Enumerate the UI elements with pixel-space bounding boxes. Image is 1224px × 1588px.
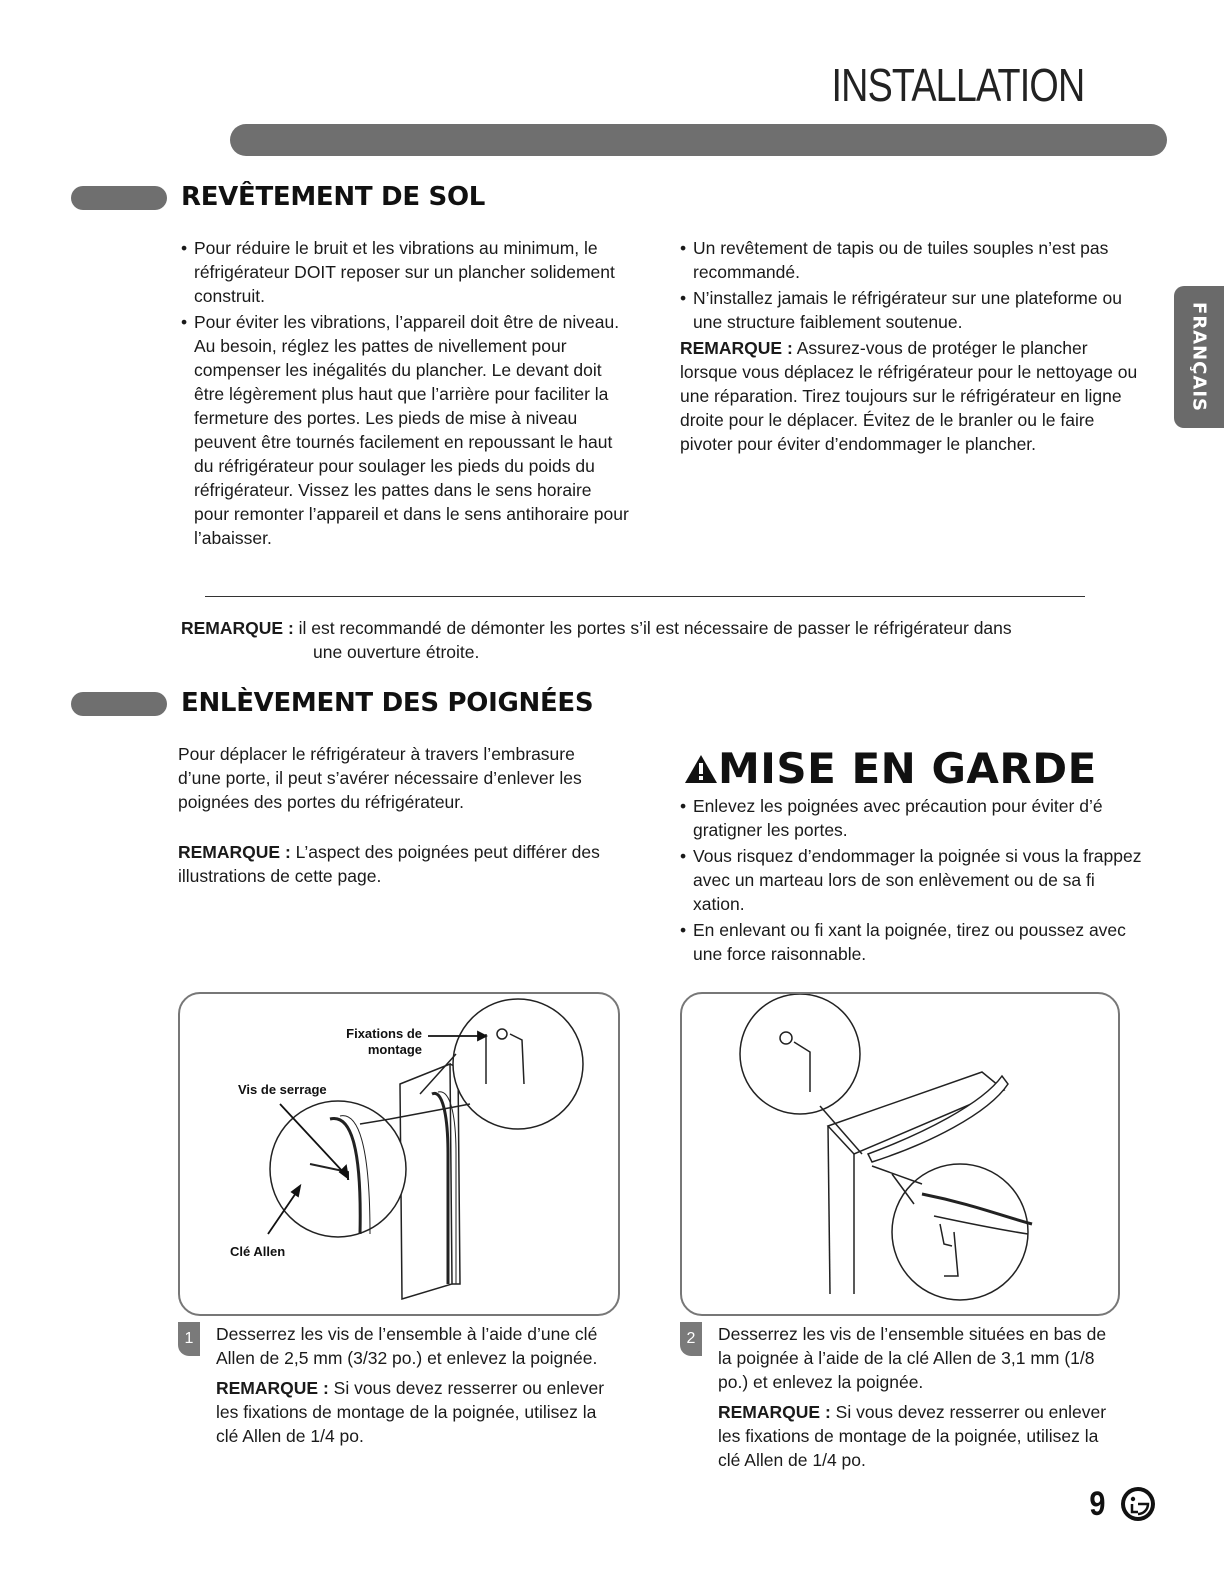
- handles-remark: [178, 840, 618, 888]
- list-item: • Un revêtement de tapis ou de tuiles souples n’est pas recommandé.: [680, 236, 1142, 284]
- list-item: • Pour réduire le bruit et les vibrations au minimum, le réfrigérateur DOIT reposer sur un plancher solidement construit.: [181, 236, 631, 308]
- language-tab-label: FRANÇAIS: [1188, 302, 1210, 412]
- lg-logo-icon: [1120, 1486, 1156, 1522]
- flooring-right-column: [680, 236, 1142, 456]
- remark-label: REMARQUE :: [680, 338, 793, 358]
- handle-removal-diagram-2: [682, 994, 1118, 1314]
- remark-text: Si vous devez resserrer ou enlever les fixations de montage de la poignée, utilisez la clé Allen de 1/4 po.: [718, 1402, 1107, 1470]
- remark-label: REMARQUE :: [178, 842, 291, 862]
- step-1-instruction: Desserrez les vis de l’ensemble à l’aide d’une clé Allen de 2,5 mm (3/32 po.) et enlevez la poignée.: [216, 1324, 598, 1368]
- list-item: • Pour éviter les vibrations, l’appareil doit être de niveau. Au besoin, réglez les pattes de nivellement pour compenser les inégalités du plancher. Le devant doit être légèrement plus haut que l’arrière pour faciliter la fermeture des portes. Les pieds de mise à niveau peuvent être tournés facilement en repoussant le haut du réfrigérateur pour soulager les pieds du poids du réfrigérateur. Vissez les pattes dans le sens horaire pour remonter l’appareil et dans le sens antihoraire pour l’abaisser.: [181, 310, 631, 550]
- flooring-remark: [680, 336, 1142, 456]
- list-item: • Vous risquez d’endommager la poignée si vous la frappez avec un marteau lors de son enlèvement ou de sa fi xation.: [680, 844, 1150, 916]
- handles-intro-column: [178, 742, 618, 888]
- section-marker: [71, 186, 167, 210]
- section-title-flooring: REVÊTEMENT DE SOL: [181, 182, 486, 212]
- divider: [205, 596, 1085, 597]
- section-marker: [71, 692, 167, 716]
- page-header-title: INSTALLATION: [831, 59, 1084, 111]
- list-item: • N’installez jamais le réfrigérateur sur une plateforme ou une structure faiblement soutenue.: [680, 286, 1142, 334]
- step-2-text-block: [718, 1322, 1118, 1472]
- step-number-badge: 1: [178, 1322, 200, 1356]
- header-bar: [230, 124, 1167, 156]
- note-label: REMARQUE :: [181, 618, 294, 638]
- warning-triangle-icon: [684, 753, 718, 785]
- warning-list: [680, 794, 1150, 968]
- remark-label: REMARQUE :: [718, 1402, 831, 1422]
- step-2-remark: [718, 1400, 1118, 1472]
- handles-intro: Pour déplacer le réfrigérateur à travers l’embrasure d’une porte, il peut s’avérer nécessaire d’enlever les poignées des portes du réfrigérateur.: [178, 744, 582, 812]
- label-set-screw: Vis de serrage: [238, 1082, 327, 1097]
- step-1-remark: [216, 1376, 621, 1448]
- page-number: 9: [1089, 1485, 1106, 1523]
- warning-title: [684, 744, 1097, 793]
- step-number-badge: 2: [680, 1322, 702, 1356]
- note-line-2: une ouverture étroite.: [313, 642, 480, 662]
- section-title-handles: ENLÈVEMENT DES POIGNÉES: [181, 688, 594, 718]
- list-item: • Enlevez les poignées avec précaution pour éviter d’é gratigner les portes.: [680, 794, 1150, 842]
- flooring-left-column: [181, 236, 631, 552]
- remark-text: Assurez-vous de protéger le plancher lorsque vous déplacez le réfrigérateur pour le nettoyage ou une réparation. Tirez toujours sur le réfrigérateur en ligne droite pour le déplacer. Évitez de le branler ou le faire pivoter pour éviter d’endommager le plancher.: [680, 338, 1138, 454]
- language-tab: [1174, 286, 1224, 428]
- note-block: [181, 616, 1141, 664]
- step-1-text-block: [216, 1322, 621, 1448]
- step-2-instruction: Desserrez les vis de l’ensemble situées en bas de la poignée à l’aide de la clé Allen de 3,1 mm (1/8 po.) et enlevez la poignée.: [718, 1324, 1107, 1392]
- remark-label: REMARQUE :: [216, 1378, 329, 1398]
- illustration-step-2: [680, 992, 1120, 1316]
- remark-text: Si vous devez resserrer ou enlever les fixations de montage de la poignée, utilisez la clé Allen de 1/4 po.: [216, 1378, 605, 1446]
- illustration-step-1: [178, 992, 620, 1316]
- label-allen-key: Clé Allen: [230, 1244, 286, 1259]
- remark-text: L’aspect des poignées peut différer des illustrations de cette page.: [178, 842, 600, 886]
- list-item: • En enlevant ou fi xant la poignée, tirez ou poussez avec une force raisonnable.: [680, 918, 1150, 966]
- label-mounting-fixtures: Fixations de montage: [346, 1026, 422, 1057]
- warning-title-text: MISE EN GARDE: [718, 744, 1097, 793]
- note-line-1: il est recommandé de démonter les portes s’il est nécessaire de passer le réfrigérateur dans: [298, 618, 1012, 638]
